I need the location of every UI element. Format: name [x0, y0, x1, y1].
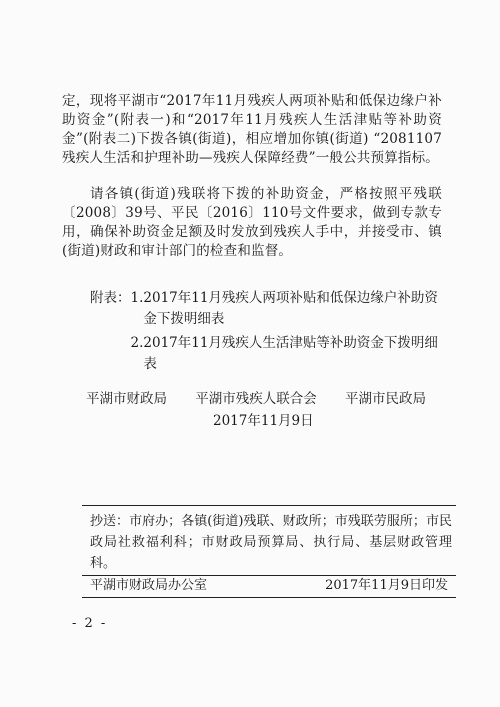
signature-date: 2017年11月9日 [213, 413, 314, 429]
signatory-organizations [86, 387, 426, 407]
attachment-number: 1. [130, 290, 144, 306]
body-paragraph-2: 请各镇(街道)残联将下拨的补助资金，严格按照平残联〔2008〕39号、平民〔2016〕110号文件要求，做到专款专用，确保补助资金足额及时发放到残疾人手中，并接受市、镇(街道)财政和审计部门的检查和监督。 [62, 186, 442, 259]
attachment-title: 2017年11月残疾人两项补贴和低保边缘户补助资金下拨明细表 [143, 290, 438, 327]
page-number: - 2 - [72, 616, 108, 631]
divider [82, 597, 456, 598]
body-paragraph-1: 定，现将平湖市“2017年11月残疾人两项补贴和低保边缘户补助资金”(附表一)和“2017年11月残疾人生活津贴等补助资金”(附表二)下拨各镇(街道)，相应增加你镇(街道) “2081107 残疾人生活和护理补助—残疾人保障经费”一般公共预算指标。 [62, 93, 442, 166]
cc-list: 抄送：市府办；各镇(街道)残联、财政所；市残联劳服所；市民政局社救福利科；市财政局预算局、执行局、基层财政管理科。 [90, 514, 452, 571]
attachment-title: 2017年11月残疾人生活津贴等补助资金下拨明细表 [143, 335, 438, 372]
attachment-number: 2. [130, 335, 144, 351]
attachment-item-1 [131, 288, 441, 330]
divider [82, 505, 456, 506]
attachment-list [90, 288, 440, 375]
attachment-label: 附表： [90, 290, 131, 306]
issuing-office: 平湖市财政局办公室 [90, 578, 208, 593]
issue-date: 2017年11月9日印发 [325, 578, 448, 593]
signer-disabled-persons-federation: 平湖市残疾人联合会 [195, 391, 317, 407]
signer-civil-affairs-bureau: 平湖市民政局 [345, 391, 426, 407]
attachment-item-2 [131, 333, 441, 375]
signer-finance-bureau: 平湖市财政局 [86, 391, 167, 407]
